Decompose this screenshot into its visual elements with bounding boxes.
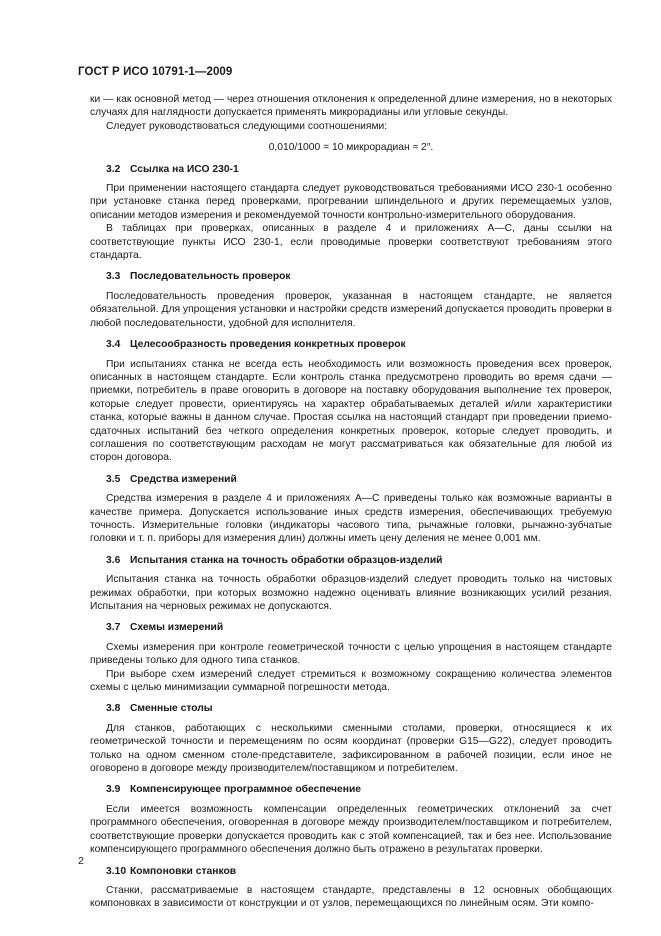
section-paragraph: При применении настоящего стандарта следует руководствоваться требованиями ИСО 230-1 особенно при установке станка перед проверками, прогревании шпиндельного и других перемещаемых узлов, описании методов измерения и рекомендуемой точности контрольно-измерительного оборудования. [90, 183, 612, 221]
section-number: 3.8 [106, 703, 121, 715]
section-title: Последовательность проверок [130, 271, 291, 283]
section-paragraph: Схемы измерения при контроле геометрической точности с целью упрощения в настоящем стандарте приведены только для одного типа станков. [90, 641, 612, 667]
section-paragraph: Станки, рассматриваемые в настоящем стандарте, представлены в 12 основных обобщающих компоновках в зависимости от конструкции и от узлов, перемещающихся по линейным осям. Эти компо- [90, 884, 612, 910]
section-number: 3.3 [106, 271, 121, 283]
section-number: 3.4 [106, 339, 121, 351]
section-title: Компенсирующее программное обеспечение [130, 784, 362, 796]
page-number: 2 [78, 855, 84, 867]
section-title: Средства измерений [130, 473, 237, 485]
section-title: Целесообразность проведения конкретных проверок [130, 339, 406, 351]
section-title: Сменные столы [130, 703, 213, 715]
section-heading [106, 473, 612, 486]
section-heading [106, 554, 612, 567]
section-title: Испытания станка на точность обработки образцов-изделий [130, 554, 443, 566]
section-paragraph: При выборе схем измерений следует стремиться к возможному сокращению количества элементов схемы с целью минимизации суммарной погрешности метода. [90, 668, 612, 694]
section-3-4 [90, 338, 612, 465]
section-paragraph: Последовательность проведения проверок, указанная в настоящем стандарте, не является обязательной. Для упрощения установки и настройки средств измерений допускается проводить проверки в любой последовательности, удобной для исполнителя. [90, 290, 612, 329]
intro-paragraph: ки — как основной метод — через отношения отклонения к определенной длине измерения, но в некоторых случаях для наглядности допускается применять микрорадианы или угловые секунды. [90, 94, 612, 119]
section-number: 3.2 [106, 163, 121, 175]
formula: 0,010/1000 = 10 микрорадиан ≈ 2″. [268, 142, 434, 154]
section-3-5 [90, 473, 612, 546]
section-number: 3.9 [106, 784, 121, 796]
section-heading [106, 621, 612, 634]
document-body [90, 93, 612, 911]
section-title: Схемы измерений [130, 622, 224, 634]
section-3-8 [90, 702, 612, 775]
section-paragraph: Если имеется возможность компенсации определенных геометрических отклонений за счет программного обеспечения, оговоренная в договоре между производителем/поставщиком и потребителем, соответствующие проверки допускается проводить как с этой компенсацией, так и без нее. Использование компенсирующего программного обеспечения должно быть отражено в результатах проверки. [90, 803, 612, 856]
section-number: 3.7 [106, 622, 121, 634]
section-paragraph: Средства измерения в разделе 4 и приложениях А—С приведены только как возможные варианты в качестве примера. Допускается использование иных средств измерения, обеспечивающих требуемую точность. Измерительные головки (индикаторы часового типа, рычажные головки, рычажно-зубчатые головки и т. п. приборы для измерения длин) должны иметь цену деления не менее 0,001 мм. [90, 493, 612, 545]
section-3-7 [90, 621, 612, 694]
section-3-10 [90, 865, 612, 911]
section-heading [106, 163, 612, 176]
section-title: Компоновки станков [130, 865, 237, 877]
section-paragraph: Испытания станка на точность обработки образцов-изделий следует проводить только на чистовых режимах обработки, при которых возможно надежно оценивать влияние возникающих усилий резания. Испытания на черновых режимах не допускаются. [90, 574, 612, 612]
section-3-6 [90, 554, 612, 614]
section-number: 3.5 [106, 473, 121, 485]
section-paragraph: При испытаниях станка не всегда есть необходимость или возможность проведения всех проверок, описанных в настоящем стандарте. Если контроль станка предусмотрено проводить во время сдачи — приемки, потребитель в праве оговорить в договоре на поставку оборудования выполнение тех проверок, которые следует провести, ориентируясь на характер обрабатываемых деталей и/или характеристики станка, которые важны в данном случае. Простая ссылка на настоящий стандарт при проведении приемо-сдаточных испытаний без четкого определения конкретных проверок, которые следует проводить, и соглашения по соответствующим расходам не могут рассматриваться как обязательные для любой из сторон договора. [90, 358, 612, 464]
section-heading [106, 865, 612, 878]
section-3-2 [90, 163, 612, 263]
section-3-9 [90, 783, 612, 856]
section-heading [106, 338, 612, 351]
section-heading [106, 783, 612, 796]
section-paragraph: Для станков, работающих с несколькими сменными столами, проверки, относящиеся к их геометрической точности и перемещениям по осям координат (проверки G15—G22), следует проводить только на одном сменном столе-представителе, зафиксированном в рабочей позиции, если иное не оговорено в договоре между производителем/поставщиком и потребителем. [90, 722, 612, 775]
section-title: Ссылка на ИСО 230-1 [130, 163, 239, 175]
document-header: ГОСТ Р ИСО 10791-1—2009 [78, 66, 233, 78]
section-heading [106, 702, 612, 715]
section-heading [106, 270, 612, 283]
section-number: 3.6 [106, 554, 121, 566]
intro-paragraph: Следует руководствоваться следующими соотношениями: [106, 120, 388, 132]
section-paragraph: В таблицах при проверках, описанных в разделе 4 и приложениях А—С, даны ссылки на соответствующие пункты ИСО 230-1, если проводимые проверки соответствуют требованиям этого стандарта. [90, 223, 612, 262]
section-number: 3.10 [106, 865, 127, 877]
section-3-3 [90, 270, 612, 330]
